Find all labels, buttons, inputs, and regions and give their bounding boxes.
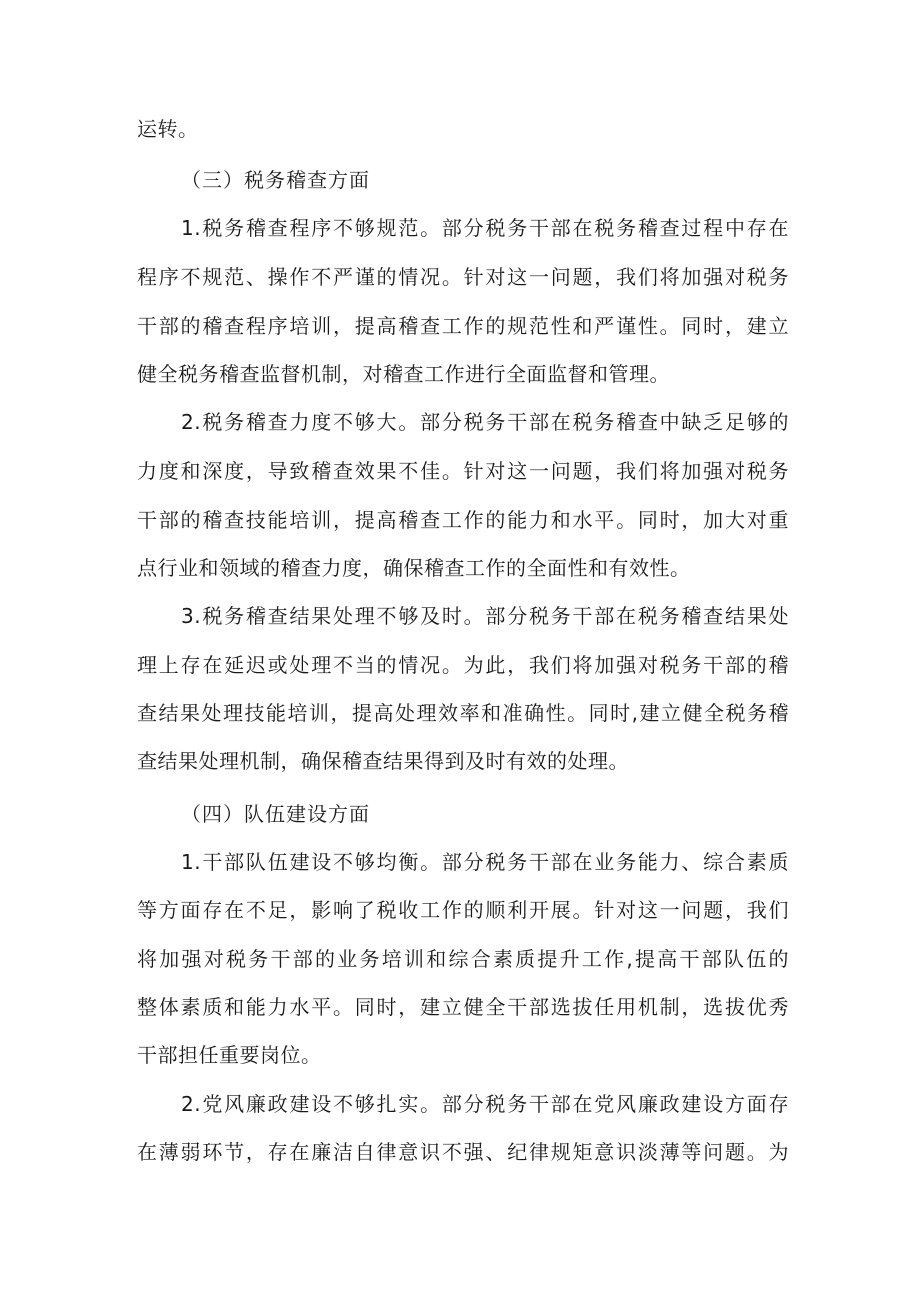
section-heading-tax-audit: （三）税务稽查方面 [181, 168, 370, 192]
paragraph-line: 整体素质和能力水平。同时，建立健全干部选拔任用机制，选拔优秀 [137, 995, 789, 1019]
paragraph-line: 等方面存在不足，影响了税收工作的顺利开展。针对这一问题，我们 [137, 898, 789, 922]
paragraph-line: 干部的稽查技能培训，提高稽查工作的能力和水平。同时，加大对重 [137, 508, 789, 532]
paragraph-line: 将加强对税务干部的业务培训和综合素质提升工作,提高干部队伍的 [137, 947, 789, 971]
paragraph-line: 3.税务稽查结果处理不够及时。部分税务干部在税务稽查结果处 [181, 604, 789, 628]
paragraph-line: 2.税务稽查力度不够大。部分税务干部在税务稽查中缺乏足够的 [181, 410, 789, 434]
paragraph-line: 运转。 [137, 117, 199, 141]
paragraph-line: 干部的稽查程序培训，提高稽查工作的规范性和严谨性。同时，建立 [137, 314, 789, 338]
paragraph-line: 理上存在延迟或处理不当的情况。为此，我们将加强对税务干部的稽 [137, 653, 789, 677]
paragraph-line: 查结果处理技能培训，提高处理效率和准确性。同时,建立健全税务稽 [137, 701, 789, 725]
paragraph-line: 1.税务稽查程序不够规范。部分税务干部在税务稽查过程中存在 [181, 216, 789, 240]
section-heading-team-building: （四）队伍建设方面 [181, 802, 370, 826]
paragraph-line: 干部担任重要岗位。 [137, 1043, 322, 1067]
paragraph-line: 2.党风廉政建设不够扎实。部分税务干部在党风廉政建设方面存 [181, 1092, 789, 1116]
paragraph-line: 程序不规范、操作不严谨的情况。针对这一问题，我们将加强对税务 [137, 265, 789, 289]
paragraph-line: 力度和深度，导致稽查效果不佳。针对这一问题，我们将加强对税务 [137, 459, 789, 483]
paragraph-line: 1.干部队伍建设不够均衡。部分税务干部在业务能力、综合素质 [181, 850, 789, 874]
paragraph-line: 健全税务稽查监督机制，对稽查工作进行全面监督和管理。 [137, 362, 670, 386]
paragraph-line: 点行业和领域的稽查力度，确保稽查工作的全面性和有效性。 [137, 556, 691, 580]
paragraph-line: 在薄弱环节，存在廉洁自律意识不强、纪律规矩意识淡薄等问题。为 [137, 1140, 789, 1164]
paragraph-line: 查结果处理机制，确保稽查结果得到及时有效的处理。 [137, 749, 629, 773]
